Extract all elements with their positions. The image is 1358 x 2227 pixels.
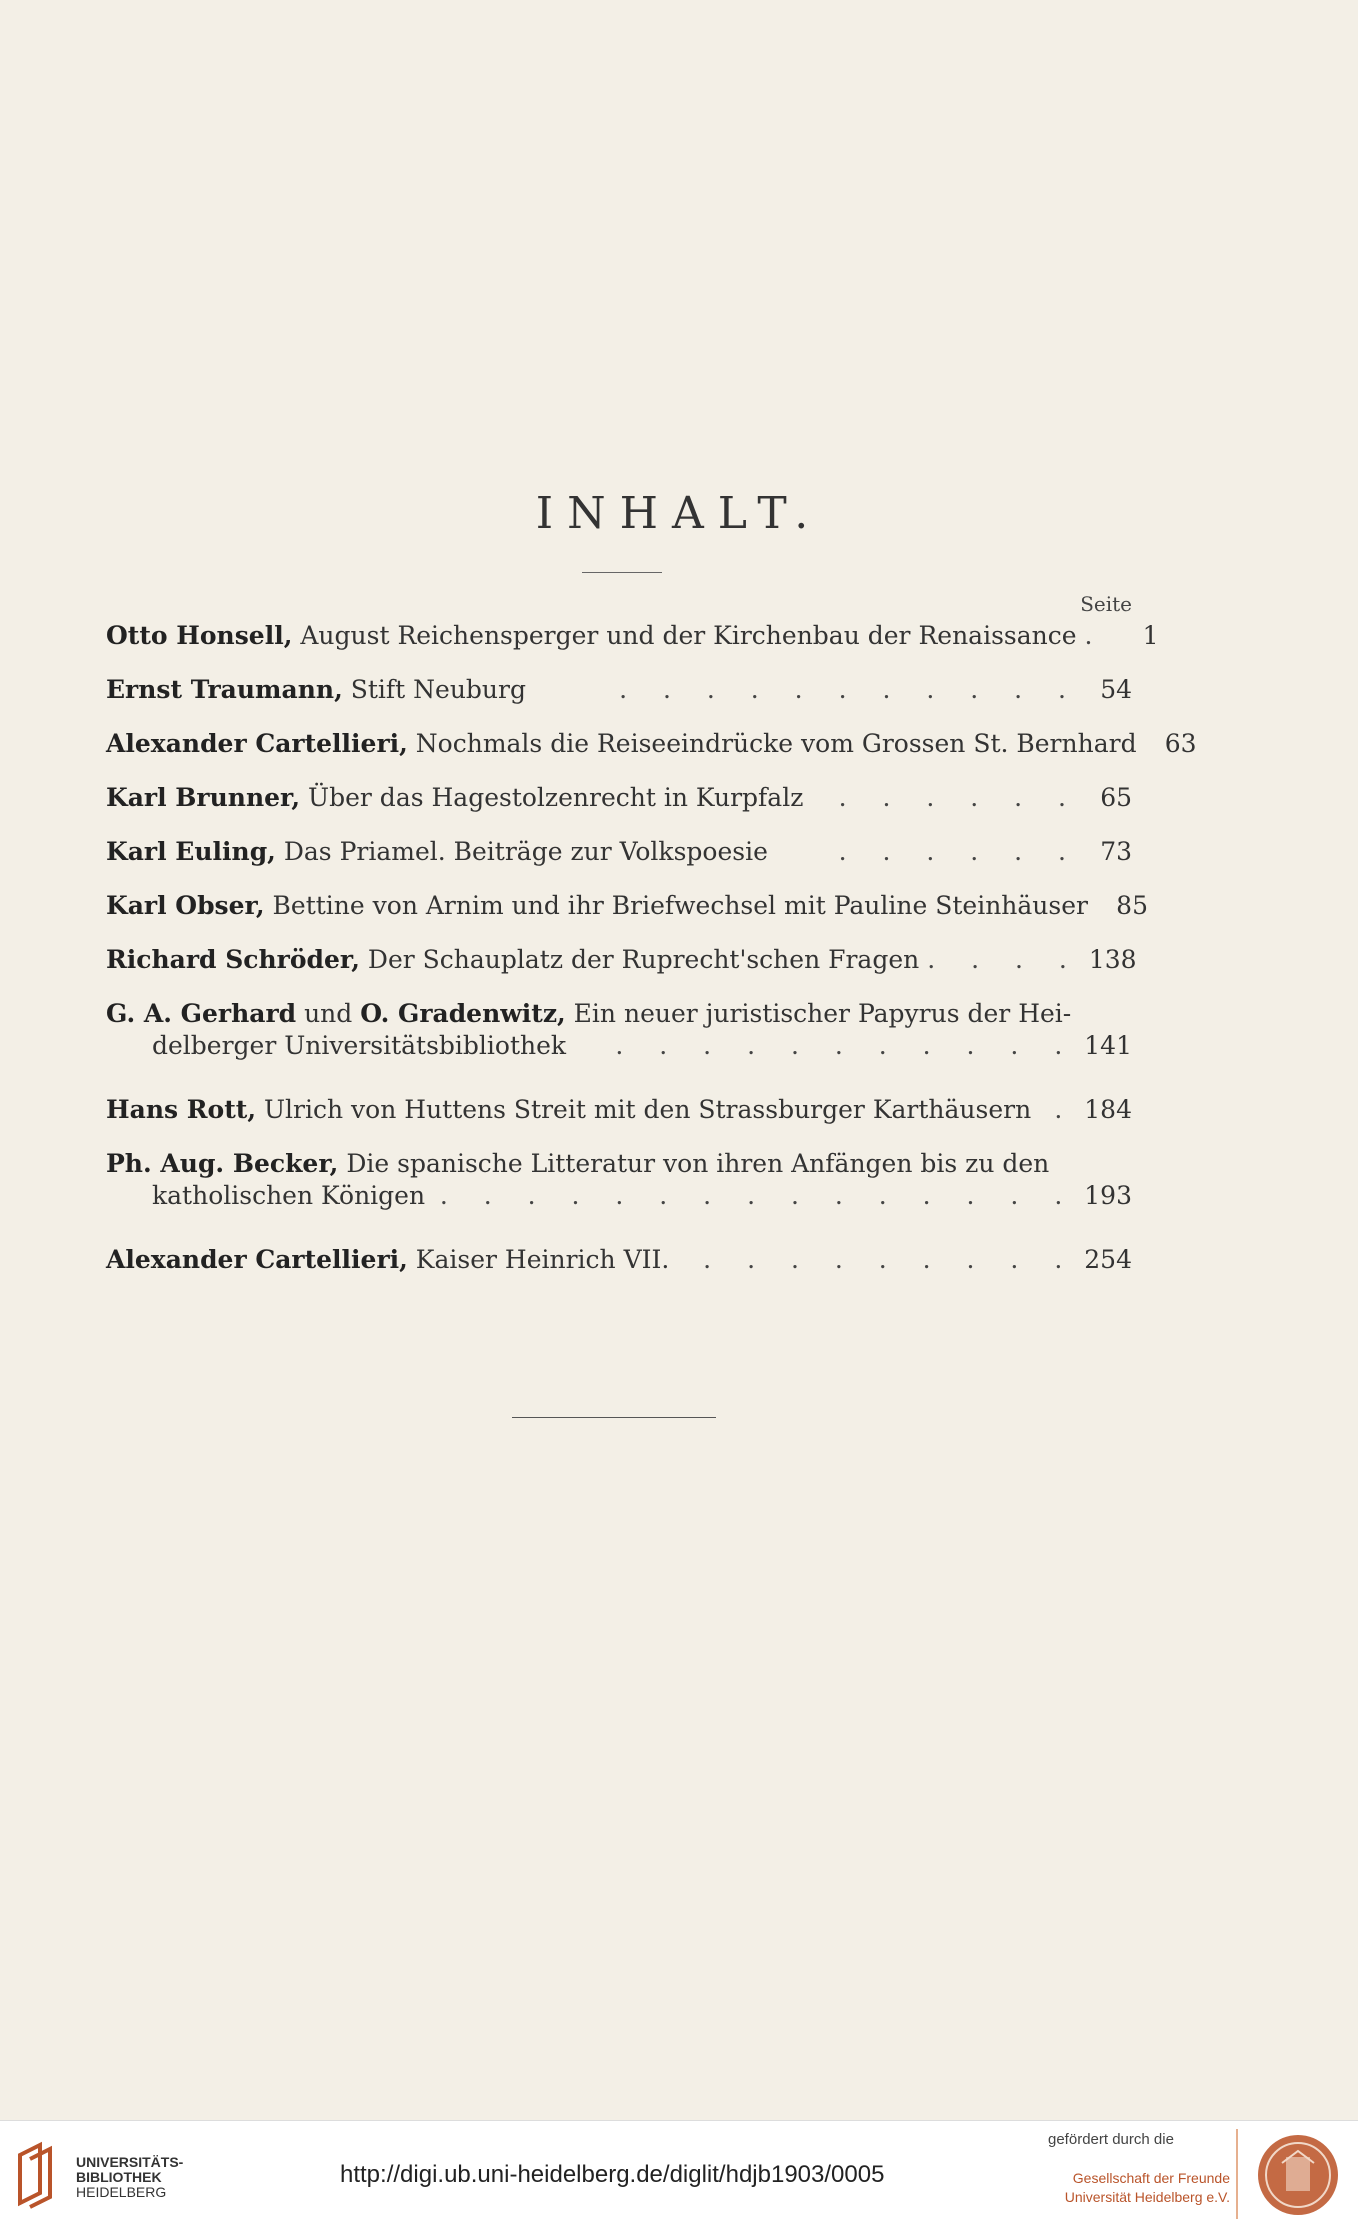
- toc-author: Karl Obser,: [106, 891, 265, 920]
- library-name-line1: UNIVERSITÄTS-: [76, 2154, 184, 2170]
- university-seal-icon: [1256, 2133, 1340, 2217]
- toc-page-number: 254: [1084, 1245, 1132, 1274]
- toc-page-number: 63: [1164, 729, 1197, 758]
- sponsor-name: [1030, 2169, 1230, 2207]
- library-name-line3: HEIDELBERG: [76, 2184, 167, 2200]
- toc-author-second: O. Gradenwitz,: [360, 999, 566, 1028]
- toc-entry: [106, 1094, 1132, 1126]
- toc-author: G. A. Gerhard: [106, 999, 297, 1028]
- toc-page-number: 85: [1116, 891, 1148, 920]
- toc-entry: [106, 674, 1132, 706]
- library-name-line2: BIBLIOTHEK: [76, 2169, 162, 2185]
- toc-author: Hans Rott,: [106, 1095, 257, 1124]
- toc-leader: . . . . . . . . .: [703, 1245, 1077, 1274]
- toc-leader: . . . . . .: [838, 837, 1080, 866]
- toc-leader: . . . . . . . . . . .: [615, 1031, 1077, 1060]
- toc-entry: [106, 782, 1132, 814]
- toc-page-number: 1: [1142, 621, 1159, 650]
- toc-author: Ernst Traumann,: [106, 675, 343, 704]
- toc-entry: [106, 890, 1148, 922]
- toc-joiner: und: [304, 999, 353, 1028]
- toc-author: Ph. Aug. Becker,: [106, 1149, 339, 1178]
- toc-title: Über das Hagestolzenrecht in Kurpfalz: [308, 783, 804, 812]
- toc-title-continued: katholischen Königen: [152, 1181, 426, 1210]
- toc-leader: .: [1084, 621, 1107, 650]
- toc-title-continued: delberger Universitätsbibliothek: [152, 1031, 567, 1060]
- toc-title: Stift Neuburg: [350, 675, 526, 704]
- toc-entry: [106, 836, 1132, 868]
- sponsor-name-line2: Universität Heidelberg e.V.: [1064, 2189, 1230, 2205]
- toc-leader: . . . . . . . . . . . . . . .: [439, 1181, 1077, 1210]
- toc-author: Karl Brunner,: [106, 783, 301, 812]
- toc-entry: [106, 728, 1197, 760]
- toc-title: Die spanische Litteratur von ihren Anfängen bis zu den: [346, 1149, 1050, 1178]
- toc-title: Nochmals die Reiseeindrücke vom Grossen St. Bernhard: [415, 729, 1137, 758]
- toc-entry: [106, 944, 1137, 976]
- sponsor-name-line1: Gesellschaft der Freunde: [1072, 2170, 1230, 2186]
- toc-title: Der Schauplatz der Ruprecht'schen Fragen: [367, 945, 920, 974]
- toc-entry: [106, 620, 1159, 652]
- closing-divider: [512, 1417, 716, 1418]
- toc-author: Karl Euling,: [106, 837, 276, 866]
- library-logo-icon: [14, 2141, 66, 2207]
- toc-author: Richard Schröder,: [106, 945, 360, 974]
- seite-label: Seite: [1080, 592, 1132, 616]
- sponsor-divider: [1236, 2129, 1238, 2219]
- toc-page-number: 73: [1100, 837, 1132, 866]
- sponsor-label: gefördert durch die: [1048, 2131, 1174, 2148]
- toc-leader: . . . .: [927, 945, 1081, 974]
- toc-leader: . . . . . . . . . . .: [619, 675, 1080, 704]
- permalink-url[interactable]: http://digi.ub.uni-heidelberg.de/diglit/hdjb1903/0005: [340, 2161, 885, 2188]
- toc-author: Otto Honsell,: [106, 621, 293, 650]
- library-name: [76, 2155, 183, 2200]
- toc-page-number: 193: [1084, 1181, 1132, 1210]
- toc-title: Das Priamel. Beiträge zur Volkspoesie: [283, 837, 768, 866]
- toc-leader: .: [1054, 1095, 1077, 1124]
- toc-author: Alexander Cartellieri,: [106, 729, 408, 758]
- toc-title: August Reichensperger und der Kirchenbau der Renaissance: [300, 621, 1077, 650]
- page-title: INHALT.: [535, 488, 823, 539]
- toc-entry: [106, 1244, 1132, 1276]
- toc-entry: [106, 998, 1132, 1062]
- toc-title: Bettine von Arnim und ihr Briefwechsel mit Pauline Steinhäuser: [272, 891, 1088, 920]
- toc-title: Ulrich von Huttens Streit mit den Strassburger Karthäusern: [263, 1095, 1032, 1124]
- toc-author: Alexander Cartellieri,: [106, 1245, 408, 1274]
- toc-entry: [106, 1148, 1132, 1212]
- toc-page-number: 138: [1088, 945, 1137, 974]
- toc-title: Ein neuer juristischer Papyrus der Hei-: [573, 999, 1072, 1028]
- toc-page-number: 141: [1084, 1031, 1132, 1060]
- footer-bar: [0, 2120, 1358, 2227]
- toc-leader: . . . . . .: [838, 783, 1080, 812]
- toc-title: Kaiser Heinrich VII.: [415, 1245, 670, 1274]
- toc-page-number: 54: [1100, 675, 1132, 704]
- toc-page-number: 184: [1084, 1095, 1132, 1124]
- title-divider: [582, 572, 662, 573]
- toc-page-number: 65: [1100, 783, 1132, 812]
